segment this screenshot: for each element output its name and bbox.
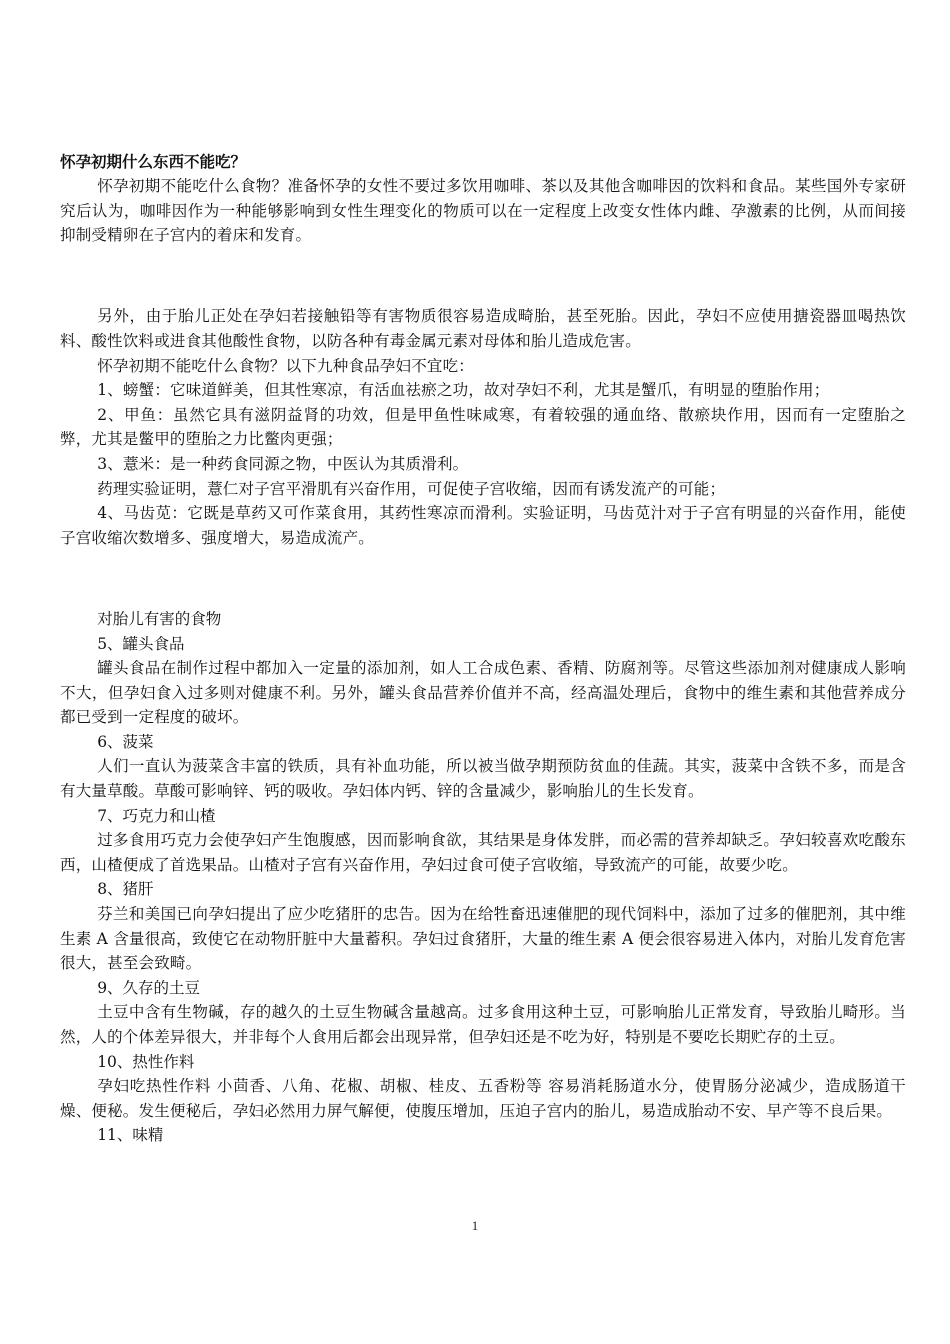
- paragraph: 3、薏米：是一种药食同源之物，中医认为其质滑利。: [97, 454, 469, 473]
- blank-line: [60, 566, 906, 591]
- section-heading: 7、巧克力和山楂: [97, 806, 216, 825]
- paragraph: 罐头食品在制作过程中都加入一定量的添加剂，如人工合成色素、香精、防腐剂等。尽管这些添加剂对健康成人影响不大，但孕妇食入过多则对健康不利。另外，罐头食品营养价值并不高，经高温处理后，食物中的维生素和其他营养成分都已受到一定程度的破坏。: [60, 659, 906, 727]
- paragraph: 4、马齿苋：它既是草药又可作菜食用，其药性寒凉而滑利。实验证明，马齿苋汁对于子宫有明显的兴奋作用，能使子宫收缩次数增多、强度增大，易造成流产。: [60, 504, 906, 547]
- paragraph: 土豆中含有生物碱，存的越久的土豆生物碱含量越高。过多食用这种土豆，可影响胎儿正常发育，导致胎儿畸形。当然，人的个体差异很大，并非每个人食用后都会出现异常，但孕妇还是不吃为好，特别是不要吃长期贮存的土豆。: [60, 1003, 906, 1046]
- document-title: 怀孕初期什么东西不能吃？: [60, 153, 247, 171]
- paragraph: 芬兰和美国已向孕妇提出了应少吃猪肝的忠告。因为在给牲畜迅速催肥的现代饲料中，添加了过多的催肥剂，其中维生素 A 含量很高，致使它在动物肝脏中大量蓄积。孕妇过食猪肝，大量的维生素 A 便会很容易进入体内，对胎儿发育危害很大，甚至会致畸。: [60, 905, 906, 973]
- paragraph: 药理实验证明，薏仁对子宫平滑肌有兴奋作用，可促使子宫收缩，因而有诱发流产的可能；: [97, 479, 726, 498]
- section-heading: 10、热性作料: [97, 1052, 195, 1071]
- paragraph: 怀孕初期不能吃什么食物？以下九种食品孕妇不宜吃：: [97, 356, 474, 375]
- section-heading: 11、味精: [97, 1126, 164, 1145]
- paragraph: 孕妇吃热性作料 小茴香、八角、花椒、胡椒、桂皮、五香粉等 容易消耗肠道水分，使胃肠分泌减少，造成肠道干燥、便秘。发生便秘后，孕妇必然用力屏气解便，使腹压增加，压迫子宫内的胎儿，易造成胎动不安、早产等不良后果。: [60, 1077, 906, 1120]
- paragraph: 2、甲鱼：虽然它具有滋阴益肾的功效，但是甲鱼性味咸寒，有着较强的通血络、散瘀块作用，因而有一定堕胎之弊，尤其是鳖甲的堕胎之力比鳖肉更强；: [60, 405, 906, 449]
- paragraph: 1、螃蟹：它味道鲜美，但其性寒凉，有活血祛瘀之功，故对孕妇不利，尤其是蟹爪，有明显的堕胎作用；: [97, 381, 830, 400]
- paragraph: 怀孕初期不能吃什么食物？准备怀孕的女性不要过多饮用咖啡、茶以及其他含咖啡因的饮料和食品。某些国外专家研究后认为，咖啡因作为一种能够影响到女性生理变化的物质可以在一定程度上改变女性体内雌、孕激素的比例，从而间接抑制受精卵在子宫内的着床和发育。: [60, 177, 906, 245]
- page-number: 1: [471, 1218, 479, 1233]
- section-heading: 6、菠菜: [97, 732, 154, 751]
- section-heading: 9、久存的土豆: [97, 978, 201, 997]
- document-content: [60, 174, 906, 1148]
- section-heading: 对胎儿有害的食物: [97, 609, 222, 628]
- document-body: [60, 150, 906, 1148]
- section-heading: 8、猪肝: [97, 880, 154, 899]
- blank-line: [60, 264, 906, 289]
- section-heading: 5、罐头食品: [97, 634, 185, 653]
- paragraph: 另外，由于胎儿正处在孕妇若接触铅等有害物质很容易造成畸胎，甚至死胎。因此，孕妇不应使用搪瓷器皿喝热饮料、酸性饮料或进食其他酸性食物，以防各种有毒金属元素对母体和胎儿造成危害。: [60, 307, 906, 350]
- paragraph: 过多食用巧克力会使孕妇产生饱腹感，因而影响食欲，其结果是身体发胖，而必需的营养却缺乏。孕妇较喜欢吃酸东西，山楂便成了首选果品。山楂对子宫有兴奋作用，孕妇过食可使子宫收缩，导致流产的可能，故要少吃。: [60, 831, 906, 874]
- paragraph: 人们一直认为菠菜含丰富的铁质，具有补血功能，所以被当做孕期预防贫血的佳蔬。其实，菠菜中含铁不多，而是含有大量草酸。草酸可影响锌、钙的吸收。孕妇体内钙、锌的含量减少，影响胎儿的生长发育。: [60, 757, 906, 801]
